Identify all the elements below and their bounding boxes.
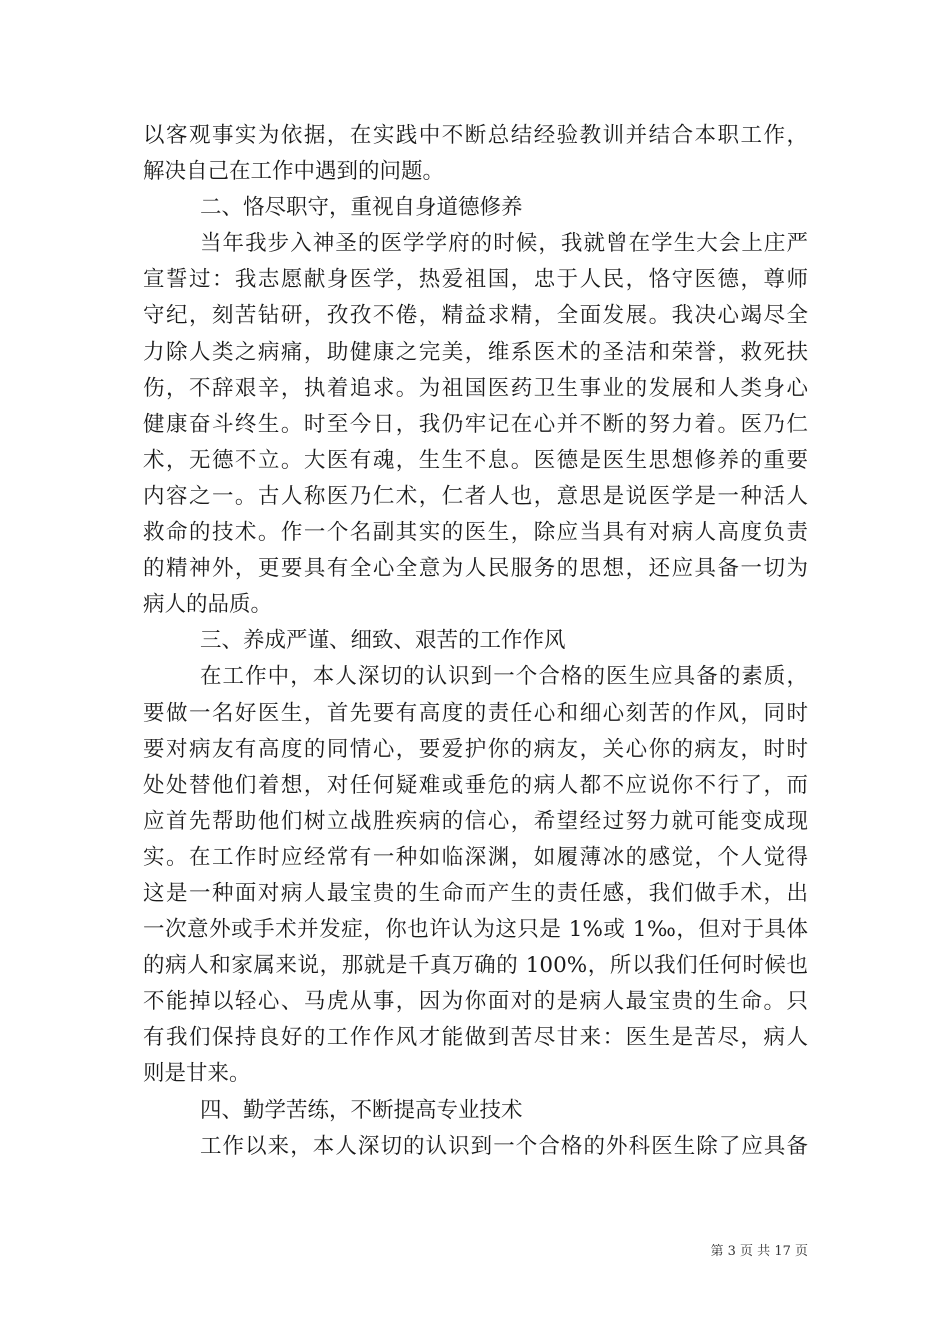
section-heading: 四、勤学苦练，不断提高专业技术 bbox=[200, 1097, 523, 1123]
text-line: 力除人类之病痛，助健康之完美，维系医术的圣洁和荣誉，救死扶 bbox=[143, 339, 808, 365]
text-line: 救命的技术。作一个名副其实的医生，除应当具有对病人高度负责 bbox=[143, 520, 808, 546]
text-line: 处处替他们着想，对任何疑难或垂危的病人都不应说你不行了，而 bbox=[143, 772, 808, 798]
text-line: 有我们保持良好的工作作风才能做到苦尽甘来：医生是苦尽，病人 bbox=[143, 1025, 808, 1051]
text-line: 这是一种面对病人最宝贵的生命而产生的责任感，我们做手术，出 bbox=[143, 880, 808, 906]
text-line: 应首先帮助他们树立战胜疾病的信心，希望经过努力就可能变成现 bbox=[143, 808, 808, 834]
document-body bbox=[143, 118, 808, 1165]
text-line: 则是甘来。 bbox=[143, 1061, 251, 1087]
text-line: 的精神外，更要具有全心全意为人民服务的思想，还应具备一切为 bbox=[143, 556, 808, 582]
text-line: 术，无德不立。大医有魂，生生不息。医德是医生思想修养的重要 bbox=[143, 447, 808, 473]
text-line: 实。在工作时应经常有一种如临深渊，如履薄冰的感觉，个人觉得 bbox=[143, 844, 808, 870]
section-heading: 三、养成严谨、细致、艰苦的工作作风 bbox=[200, 628, 566, 654]
text-line: 要对病友有高度的同情心，要爱护你的病友，关心你的病友，时时 bbox=[143, 736, 808, 762]
text-line: 以客观事实为依据，在实践中不断总结经验教训并结合本职工作， bbox=[143, 123, 808, 148]
text-line: 工作以来，本人深切的认识到一个合格的外科医生除了应具备 bbox=[200, 1133, 808, 1159]
text-line: 守纪，刻苦钻研，孜孜不倦，精益求精，全面发展。我决心竭尽全 bbox=[143, 303, 808, 329]
text-line: 在工作中，本人深切的认识到一个合格的医生应具备的素质， bbox=[200, 664, 808, 690]
page-number: 第 3 页 共 17 页 bbox=[710, 1244, 808, 1259]
text-line: 内容之一。古人称医乃仁术，仁者人也，意思是说医学是一种活人 bbox=[143, 483, 808, 509]
text-line: 不能掉以轻心、马虎从事，因为你面对的是病人最宝贵的生命。只 bbox=[143, 989, 808, 1015]
text-line: 要做一名好医生，首先要有高度的责任心和细心刻苦的作风，同时 bbox=[143, 700, 808, 726]
text-line: 的病人和家属来说，那就是千真万确的 100%，所以我们任何时候也 bbox=[143, 953, 808, 979]
text-line: 宣誓过：我志愿献身医学，热爱祖国，忠于人民，恪守医德，尊师 bbox=[143, 267, 808, 293]
section-heading: 二、恪尽职守，重视自身道德修养 bbox=[200, 195, 523, 221]
text-line: 一次意外或手术并发症，你也许认为这只是 1%或 1‰，但对于具体 bbox=[143, 917, 808, 943]
text-line: 健康奋斗终生。时至今日，我仍牢记在心并不断的努力着。医乃仁 bbox=[143, 411, 808, 437]
text-line: 当年我步入神圣的医学学府的时候，我就曾在学生大会上庄严 bbox=[200, 231, 808, 257]
text-line: 解决自己在工作中遇到的问题。 bbox=[143, 159, 445, 185]
text-line: 伤，不辞艰辛，执着追求。为祖国医药卫生事业的发展和人类身心 bbox=[143, 375, 808, 401]
text-line: 病人的品质。 bbox=[143, 592, 273, 618]
